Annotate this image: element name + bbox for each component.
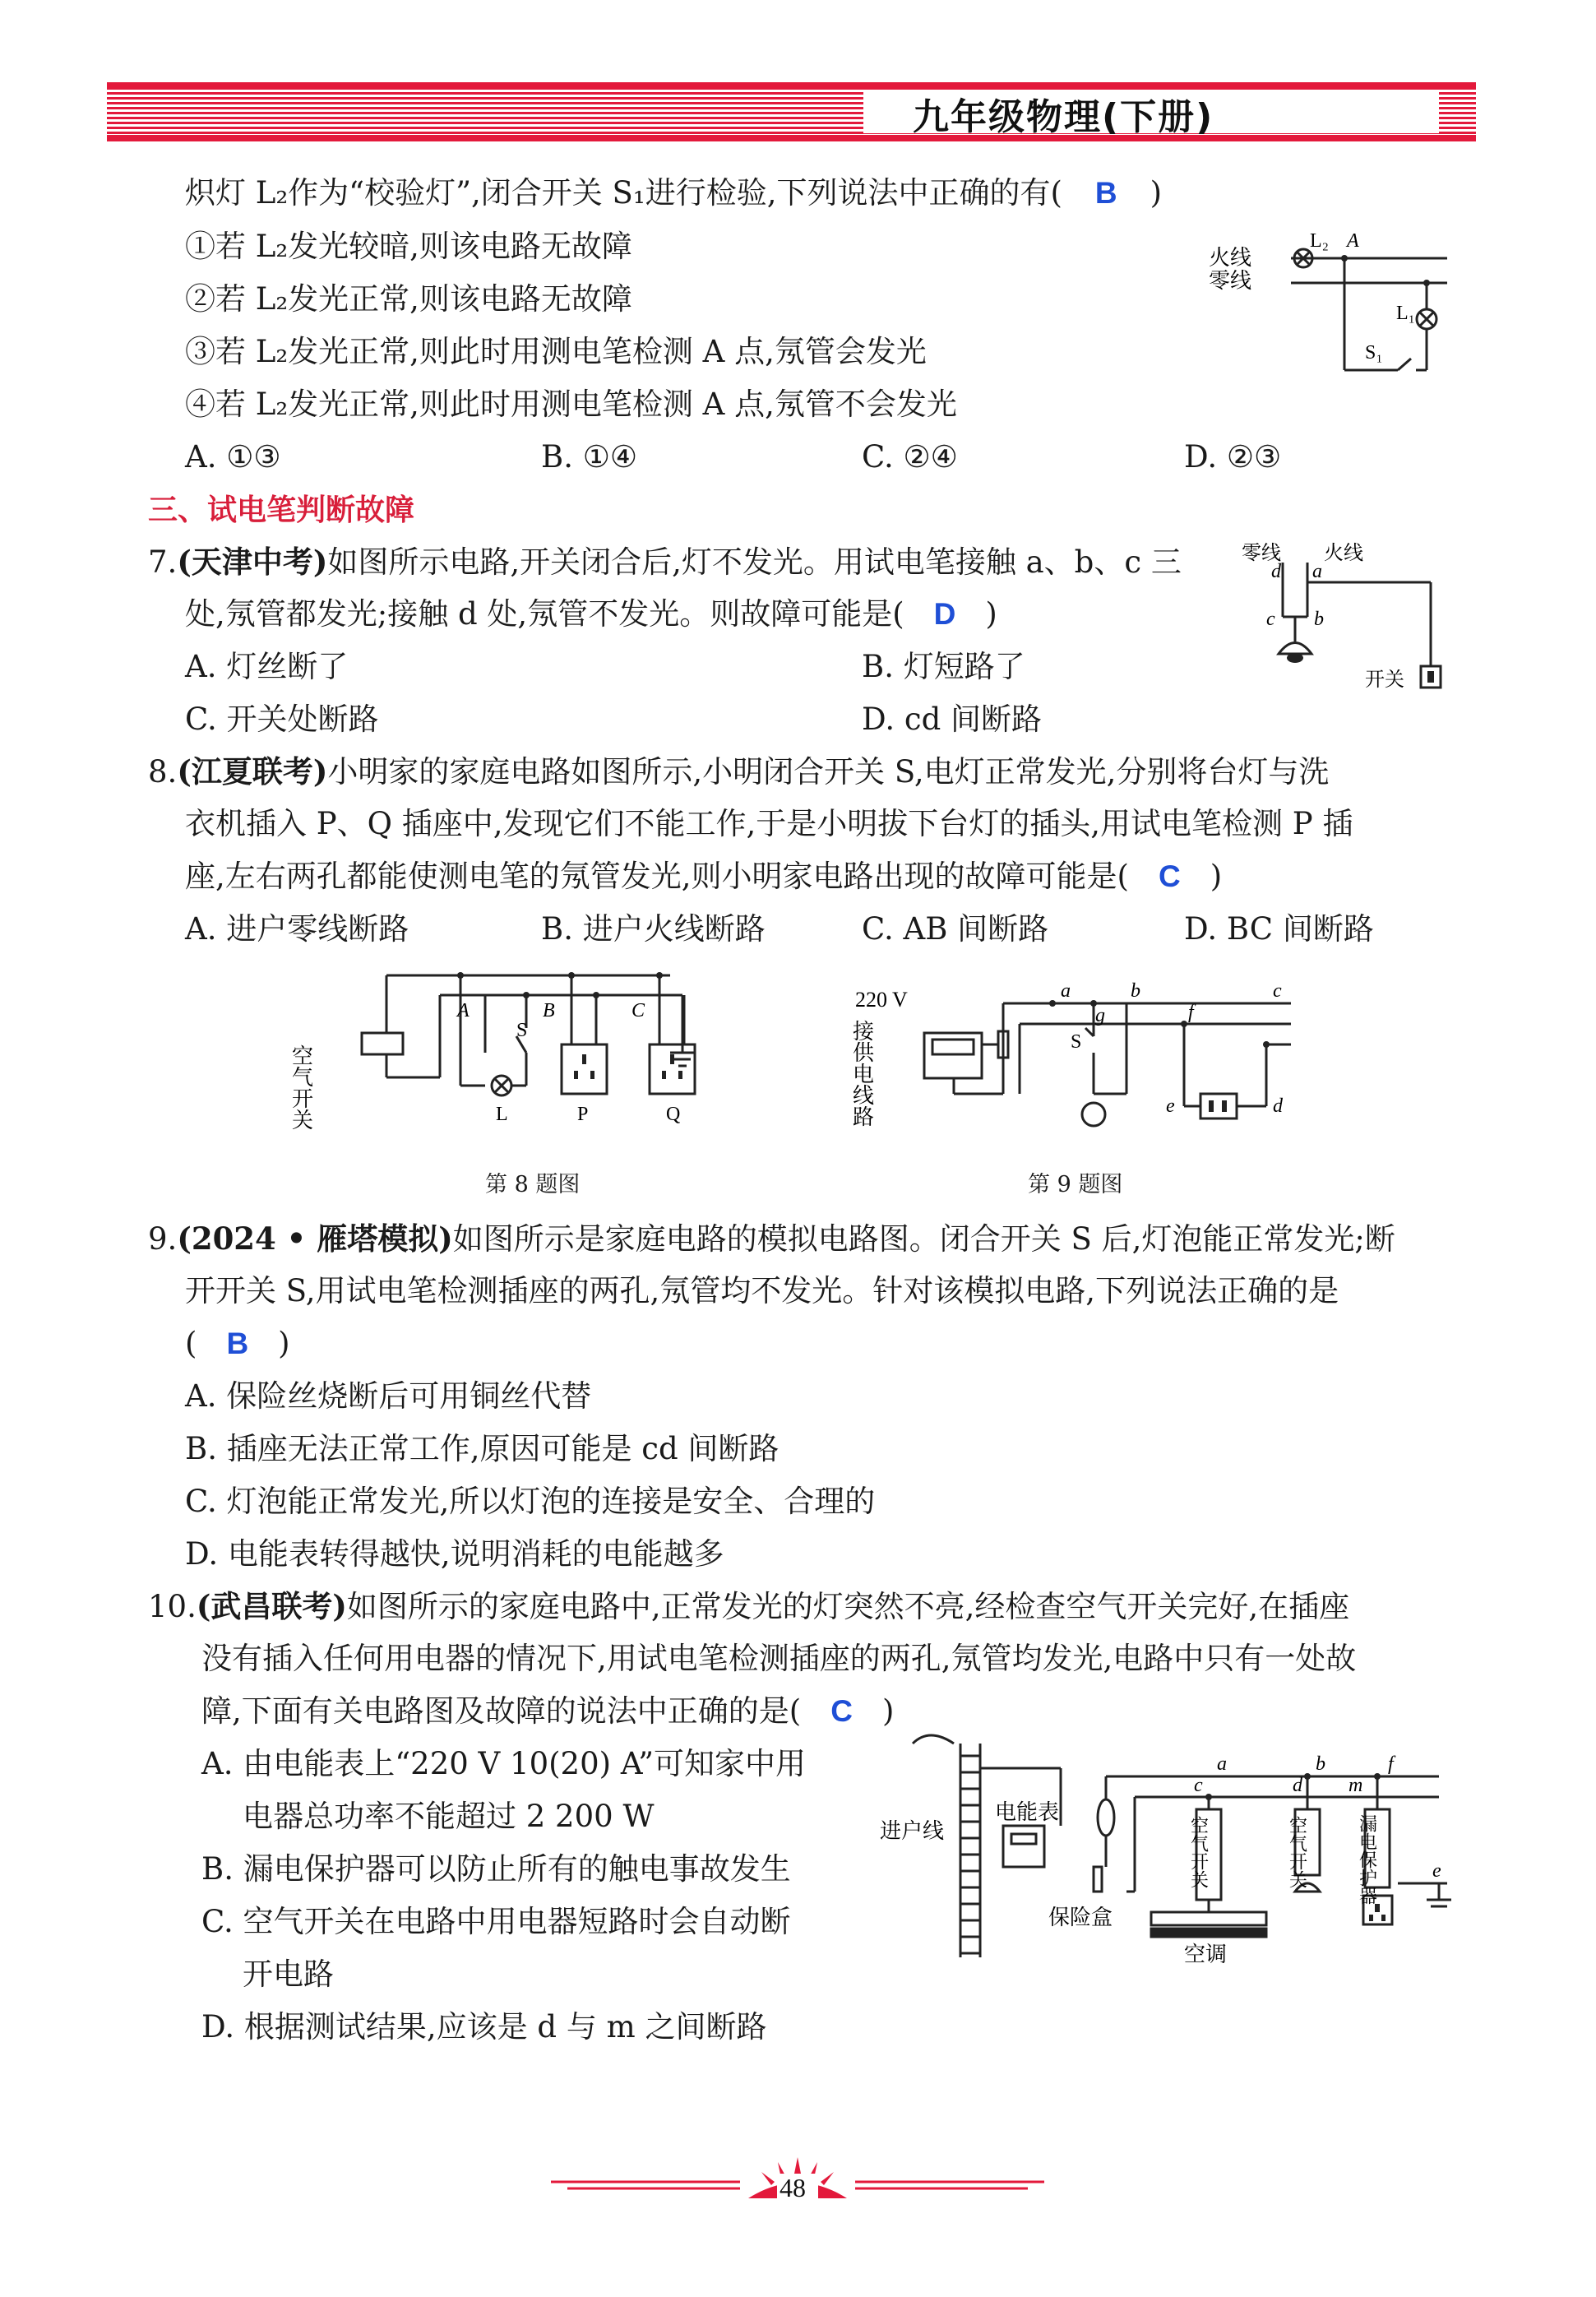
q10-option-b: B. 漏电保护器可以防止所有的触电事故发生 <box>201 1851 791 1887</box>
q10-fig-fusebox-label: 保险盒 <box>1048 1906 1113 1929</box>
q6-item-4: ④若 L₂发光正常,则此时用测电笔检测 A 点,氖管不会发光 <box>185 387 957 422</box>
q8-fig-l-label: L <box>496 1104 508 1125</box>
q10-fig-meter-label: 电能表 <box>995 1800 1060 1824</box>
q6-close: ) <box>1150 175 1163 211</box>
q7-fig-switch-label: 开关 <box>1365 669 1404 691</box>
q10-fig-b-label: b <box>1316 1753 1325 1775</box>
q8-line-3 <box>185 858 1222 896</box>
q6-option-a: A. ①③ <box>185 439 281 475</box>
q8-number: 8. <box>148 754 178 790</box>
q6-item-3: ③若 L₂发光正常,则此时用测电笔检测 A 点,氖管会发光 <box>185 334 927 369</box>
q10-fig-breaker-label-2: 空气开关 <box>1287 1816 1308 1888</box>
q6-answer: B <box>1094 176 1117 210</box>
q9-line-1 <box>148 1220 1395 1258</box>
q9-number: 9. <box>148 1221 178 1257</box>
q10-line-1 <box>148 1587 1349 1626</box>
q8-circuit-figure <box>289 962 773 1143</box>
q7-stem-1: 如图所示电路,开关闭合后,灯不发光。用试电笔接触 a、b、c 三 <box>327 544 1182 580</box>
q6-fig-a-label: A <box>1347 230 1359 252</box>
q9-close: ) <box>278 1326 290 1361</box>
q9-fig-d-label: d <box>1273 1095 1283 1117</box>
q8-line-2: 衣机插入 P、Q 插座中,发现它们不能工作,于是小明拔下台灯的插头,用试电笔检测 P 插 <box>185 806 1353 841</box>
q10-fig-d-label: d <box>1293 1775 1302 1796</box>
q9-fig-s-label: S <box>1071 1031 1082 1053</box>
q10-fig-e-label: e <box>1432 1860 1441 1882</box>
q10-option-c: C. 空气开关在电路中用电器短路时会自动断 <box>201 1904 791 1939</box>
q8-fig-a-label: A <box>457 1000 470 1021</box>
q9-option-c: C. 灯泡能正常发光,所以灯泡的连接是安全、合理的 <box>185 1484 876 1519</box>
q10-fig-ac-label: 空调 <box>1184 1943 1228 1966</box>
q10-fig-a-label: a <box>1217 1753 1227 1775</box>
q10-fig-breaker-label-1: 空气开关 <box>1188 1816 1210 1888</box>
q6-item-2: ②若 L₂发光正常,则该电路无故障 <box>185 281 632 317</box>
q6-stem <box>185 174 1162 212</box>
q9-line-3 <box>185 1325 290 1363</box>
q7-fig-live-label: 火线 <box>1324 543 1363 564</box>
q8-fig-s-label: S <box>516 1020 528 1041</box>
q7-fig-a-label: a <box>1312 561 1322 582</box>
q10-fig-f-label: f <box>1388 1753 1394 1775</box>
q8-option-d: D. BC 间断路 <box>1184 911 1374 947</box>
q8-fig-q-label: Q <box>666 1104 681 1125</box>
q8-option-a: A. 进户零线断路 <box>185 911 409 947</box>
q7-option-d: D. cd 间断路 <box>862 702 1043 737</box>
q7-close: ) <box>985 596 997 632</box>
q10-source: (武昌联考) <box>196 1588 347 1624</box>
q9-fig-g-label: g <box>1095 1005 1105 1026</box>
q6-option-d: D. ②③ <box>1184 439 1282 475</box>
q10-fig-c-label: c <box>1194 1775 1203 1796</box>
q7-fig-c-label: c <box>1266 609 1275 630</box>
q9-stem-1: 如图所示是家庭电路的模拟电路图。闭合开关 S 后,灯泡能正常发光;断 <box>452 1221 1395 1257</box>
q7-source: (天津中考) <box>177 544 328 580</box>
section-heading: 三、试电笔判断故障 <box>148 493 415 526</box>
q7-option-a: A. 灯丝断了 <box>185 649 349 684</box>
q10-circuit-figure <box>872 1727 1464 1974</box>
q7-stem-2: 处,氖管都发光;接触 d 处,氖管不发光。则故障可能是( <box>185 596 904 632</box>
q8-answer: C <box>1158 859 1181 893</box>
q6-stem-text: 炽灯 L₂作为“校验灯”,闭合开关 S₁进行检验,下列说法中正确的有( <box>185 175 1062 211</box>
q8-close: ) <box>1210 859 1223 894</box>
q7-answer: D <box>933 597 956 631</box>
q9-fig-b-label: b <box>1131 980 1140 1002</box>
q9-option-d: D. 电能表转得越快,说明消耗的电能越多 <box>185 1536 724 1572</box>
q10-option-a-cont: 电器总功率不能超过 2 200 W <box>243 1799 655 1834</box>
q8-line-1 <box>148 753 1329 791</box>
q7-fig-d-label: d <box>1271 561 1281 582</box>
q10-answer: C <box>830 1694 853 1728</box>
q8-fig-breaker-label: 空气开关 <box>289 1044 313 1130</box>
q7-circuit-figure <box>1242 535 1455 707</box>
q10-fig-m-label: m <box>1349 1775 1363 1796</box>
q9-fig-e-label: e <box>1166 1095 1175 1117</box>
q9-source: (2024 • 雁塔模拟) <box>177 1220 453 1257</box>
q7-number: 7. <box>148 544 178 580</box>
q9-fig-voltage-label: 220 V <box>855 988 908 1012</box>
q7-option-c: C. 开关处断路 <box>185 702 379 737</box>
q10-stem-1: 如图所示的家庭电路中,正常发光的灯突然不亮,经检查空气开关完好,在插座 <box>346 1589 1350 1624</box>
q6-fig-live-label: 火线 <box>1209 246 1252 270</box>
q8-stem-3: 座,左右两孔都能使测电笔的氖管发光,则小明家电路出现的故障可能是( <box>185 859 1129 894</box>
q9-option-b: B. 插座无法正常工作,原因可能是 cd 间断路 <box>185 1431 779 1466</box>
q9-option-a: A. 保险丝烧断后可用铜丝代替 <box>185 1378 592 1414</box>
q6-circuit-figure <box>1200 222 1455 387</box>
q9-caption: 第 9 题图 <box>1028 1172 1123 1197</box>
q8-source: (江夏联考) <box>177 753 328 790</box>
q10-option-d: D. 根据测试结果,应该是 d 与 m 之间断路 <box>201 2009 767 2045</box>
q10-line-3 <box>201 1693 894 1730</box>
q9-fig-c-label: c <box>1273 980 1282 1002</box>
q7-option-b: B. 灯短路了 <box>862 649 1025 684</box>
header-banner <box>107 82 1476 141</box>
q9-fig-a-label: a <box>1061 980 1071 1002</box>
q8-option-c: C. AB 间断路 <box>862 911 1049 947</box>
page-number: 48 <box>779 2173 806 2202</box>
q9-answer: B <box>226 1327 249 1360</box>
q10-option-c-cont: 开电路 <box>243 1957 334 1992</box>
q8-caption: 第 8 题图 <box>485 1172 581 1197</box>
q7-fig-neutral-label: 零线 <box>1242 543 1281 564</box>
q7-fig-b-label: b <box>1314 609 1324 630</box>
q9-open: ( <box>185 1326 197 1361</box>
q6-item-1: ①若 L₂发光较暗,则该电路无故障 <box>185 229 632 264</box>
q6-fig-l1-label: L₁ <box>1396 303 1416 324</box>
q9-line-2: 开开关 S,用试电笔检测插座的两孔,氖管均不发光。针对该模拟电路,下列说法正确的是 <box>185 1273 1339 1308</box>
q6-fig-s1-label: S₁ <box>1365 342 1383 364</box>
q8-stem-1: 小明家的家庭电路如图所示,小明闭合开关 S,电灯正常发光,分别将台灯与洗 <box>327 754 1330 790</box>
q6-option-c: C. ②④ <box>862 439 958 475</box>
q6-option-b: B. ①④ <box>541 439 638 475</box>
q9-circuit-figure <box>849 979 1316 1151</box>
q9-fig-supply-label: 接供电线路 <box>849 1020 874 1127</box>
q10-fig-inlet-label: 进户线 <box>880 1819 945 1843</box>
q10-meter-box <box>1003 1826 1044 1867</box>
q10-number: 10. <box>148 1589 197 1624</box>
q10-line-2: 没有插入任何用电器的情况下,用试电笔检测插座的两孔,氖管均发光,电路中只有一处故 <box>201 1641 1357 1676</box>
q7-line-1 <box>148 543 1182 581</box>
q9-fig-f-label: f <box>1188 1002 1194 1023</box>
q8-fig-c-label: C <box>631 1000 645 1021</box>
q8-fig-p-label: P <box>577 1104 589 1125</box>
q10-stem-3: 障,下面有关电路图及故障的说法中正确的是( <box>201 1693 802 1729</box>
header-title: 九年级物理(下册) <box>913 96 1214 138</box>
header-stripes <box>107 82 1476 141</box>
q7-line-2 <box>185 595 997 633</box>
q8-option-b: B. 进户火线断路 <box>541 911 766 947</box>
q10-option-a: A. 由电能表上“220 V 10(20) A”可知家中用 <box>201 1746 807 1781</box>
q10-close: ) <box>881 1693 895 1729</box>
q6-fig-neutral-label: 零线 <box>1209 269 1252 293</box>
q10-fig-rcd-label: 漏电保护器 <box>1357 1814 1378 1905</box>
q8-fig-b-label: B <box>543 1000 555 1021</box>
q6-fig-l2-label: L₂ <box>1310 230 1330 252</box>
